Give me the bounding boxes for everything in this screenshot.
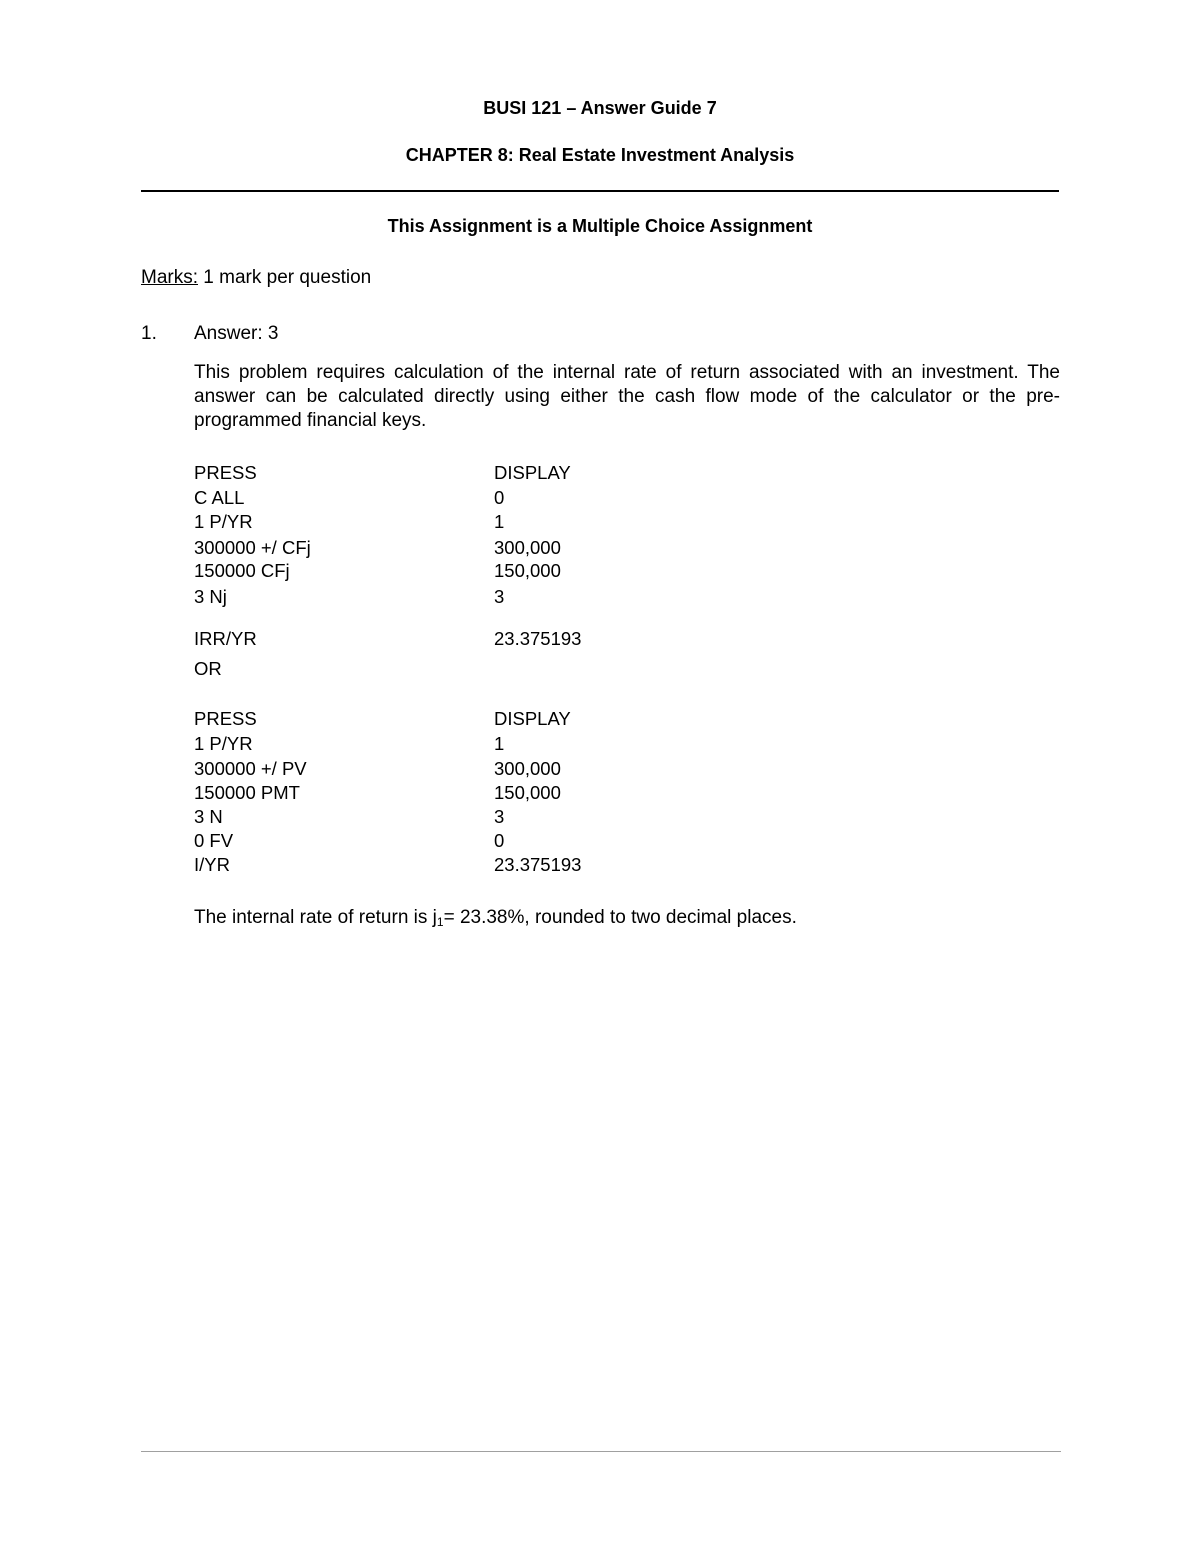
display-cell: 150,000 <box>494 560 561 581</box>
marks-line <box>141 267 371 289</box>
display-header: DISPLAY <box>494 462 571 483</box>
footer-divider <box>141 1451 1061 1452</box>
display-cell: 300,000 <box>494 537 561 558</box>
press-cell: 300000 +/ CFj <box>194 537 311 558</box>
conclusion-text <box>194 907 797 929</box>
or-text: OR <box>194 658 222 679</box>
display-header: DISPLAY <box>494 708 571 729</box>
display-cell: 3 <box>494 806 505 827</box>
press-cell: IRR/YR <box>194 628 257 649</box>
display-cell: 23.375193 <box>494 854 582 875</box>
press-cell: 150000 CFj <box>194 560 290 581</box>
conclusion-after: = 23.38%, rounded to two decimal places. <box>443 907 797 928</box>
press-header: PRESS <box>194 708 257 729</box>
press-cell: 150000 PMT <box>194 782 300 803</box>
display-cell: 23.375193 <box>494 628 582 649</box>
chapter-heading: CHAPTER 8: Real Estate Investment Analysis <box>405 145 795 165</box>
question-answer: Answer: 3 <box>194 323 279 344</box>
display-cell: 300,000 <box>494 758 561 779</box>
marks-text: 1 mark per question <box>198 267 372 288</box>
question-explanation: This problem requires calculation of the internal rate of return associated with an investment. The answer can be calculated directly using either the cash flow mode of the calculator or the pre-programmed financial keys. <box>194 362 1060 431</box>
press-cell: 0 FV <box>194 830 234 851</box>
display-cell: 1 <box>494 511 505 532</box>
press-header: PRESS <box>194 462 257 483</box>
document-title: BUSI 121 – Answer Guide 7 <box>483 98 717 118</box>
press-cell: I/YR <box>194 854 230 875</box>
marks-label: Marks: <box>141 267 198 288</box>
display-cell: 1 <box>494 733 505 754</box>
header-divider <box>141 190 1059 192</box>
display-cell: 0 <box>494 830 505 851</box>
press-cell: C ALL <box>194 487 245 508</box>
display-cell: 0 <box>494 487 505 508</box>
display-cell: 150,000 <box>494 782 561 803</box>
press-cell: 300000 +/ PV <box>194 758 307 779</box>
assignment-type-heading: This Assignment is a Multiple Choice Assignment <box>387 216 813 236</box>
press-cell: 3 N <box>194 806 223 827</box>
press-cell: 1 P/YR <box>194 511 253 532</box>
press-cell: 3 Nj <box>194 586 227 607</box>
press-cell: 1 P/YR <box>194 733 253 754</box>
display-cell: 3 <box>494 586 505 607</box>
conclusion-before: The internal rate of return is j <box>194 907 437 928</box>
question-number: 1. <box>141 323 157 344</box>
conclusion-subscript: 1 <box>436 915 444 929</box>
